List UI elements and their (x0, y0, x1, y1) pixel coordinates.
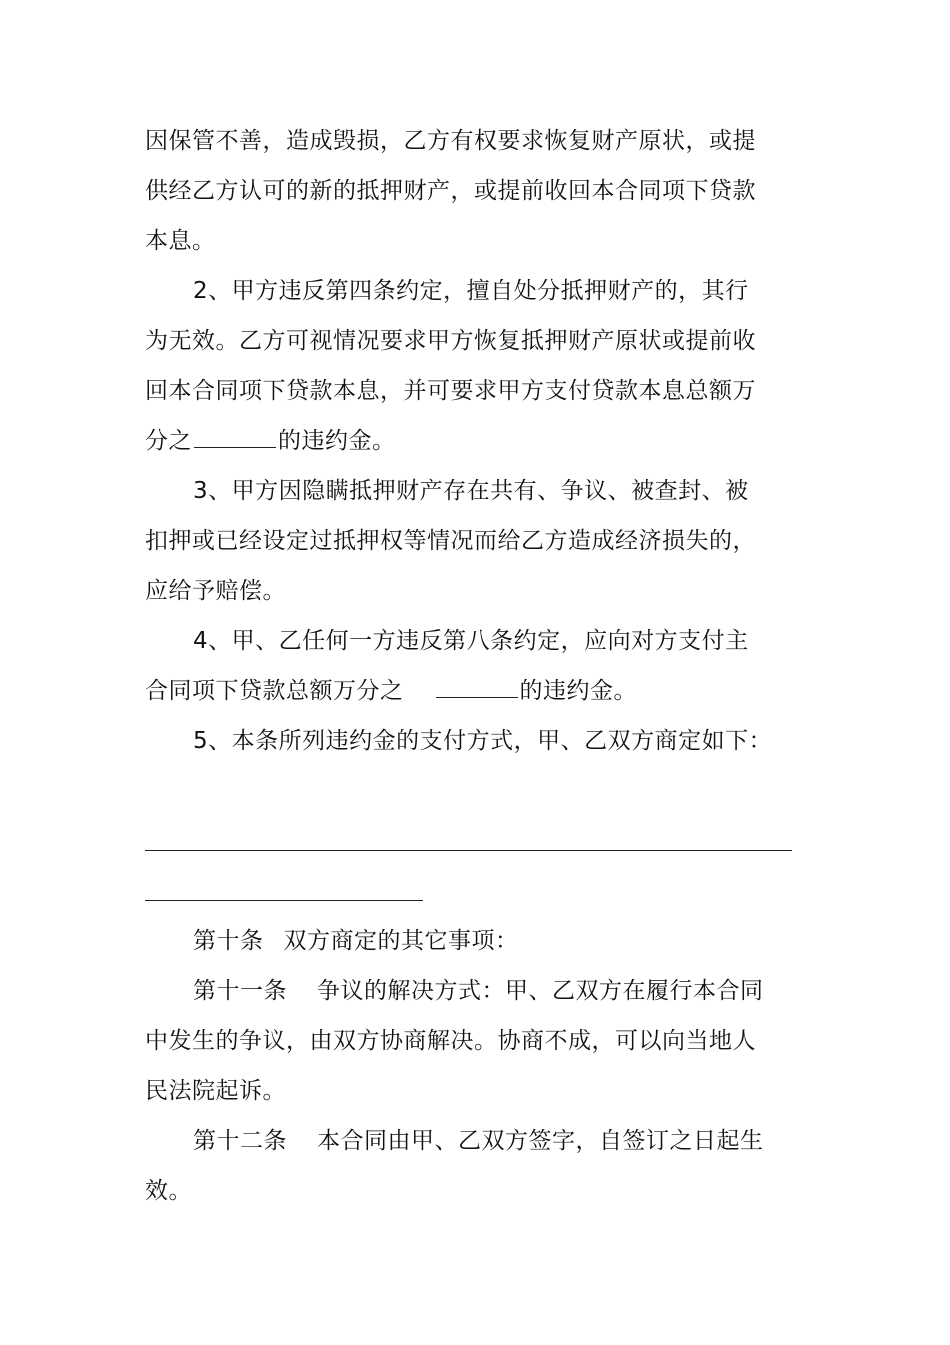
article-number: 第十一条 (193, 978, 287, 1004)
text-line: 应给予赔偿。 (145, 578, 286, 604)
text-line: 效。 (145, 1178, 192, 1204)
article-10 (193, 926, 519, 956)
clause-3-line: 3、甲方因隐瞒抵押财产存在共有、争议、被查封、被 (193, 478, 749, 504)
text-segment: 的违约金。 (278, 428, 396, 454)
article-text: 争议的解决方式：甲、乙双方在履行本合同 (317, 978, 764, 1004)
fill-in-blank[interactable] (436, 677, 518, 698)
text-line: 扣押或已经设定过抵押权等情况而给乙方造成经济损失的， (145, 528, 756, 554)
fill-in-blank[interactable] (194, 427, 276, 448)
text-line: 供经乙方认可的新的抵押财产，或提前收回本合同项下贷款 (145, 178, 756, 204)
text-line: 因保管不善，造成毁损，乙方有权要求恢复财产原状，或提 (145, 128, 756, 154)
article-12 (193, 1126, 764, 1156)
fill-in-line[interactable] (145, 900, 423, 901)
text-segment: 的违约金。 (519, 678, 637, 704)
article-text: 本合同由甲、乙双方签字，自签订之日起生 (317, 1128, 764, 1154)
text-segment: 分之 (145, 428, 192, 454)
article-number: 第十二条 (193, 1128, 287, 1154)
article-11 (193, 976, 764, 1006)
text-line: 本息。 (145, 228, 216, 254)
clause-2-line: 2、甲方违反第四条约定，擅自处分抵押财产的，其行 (193, 278, 749, 304)
text-line (145, 676, 637, 706)
clause-4-line: 4、甲、乙任何一方违反第八条约定，应向对方支付主 (193, 628, 749, 654)
text-line: 中发生的争议，由双方协商解决。协商不成，可以向当地人 (145, 1028, 756, 1054)
text-line: 回本合同项下贷款本息，并可要求甲方支付贷款本息总额万 (145, 378, 756, 404)
text-line (145, 426, 396, 456)
fill-in-line[interactable] (145, 850, 792, 851)
article-number: 第十条 (193, 928, 264, 954)
text-line: 民法院起诉。 (145, 1078, 286, 1104)
clause-5-line: 5、本条所列违约金的支付方式，甲、乙双方商定如下： (193, 728, 773, 754)
article-text: 双方商定的其它事项： (283, 928, 519, 954)
text-line: 为无效。乙方可视情况要求甲方恢复抵押财产原状或提前收 (145, 328, 756, 354)
text-segment: 合同项下贷款总额万分之 (145, 678, 404, 704)
